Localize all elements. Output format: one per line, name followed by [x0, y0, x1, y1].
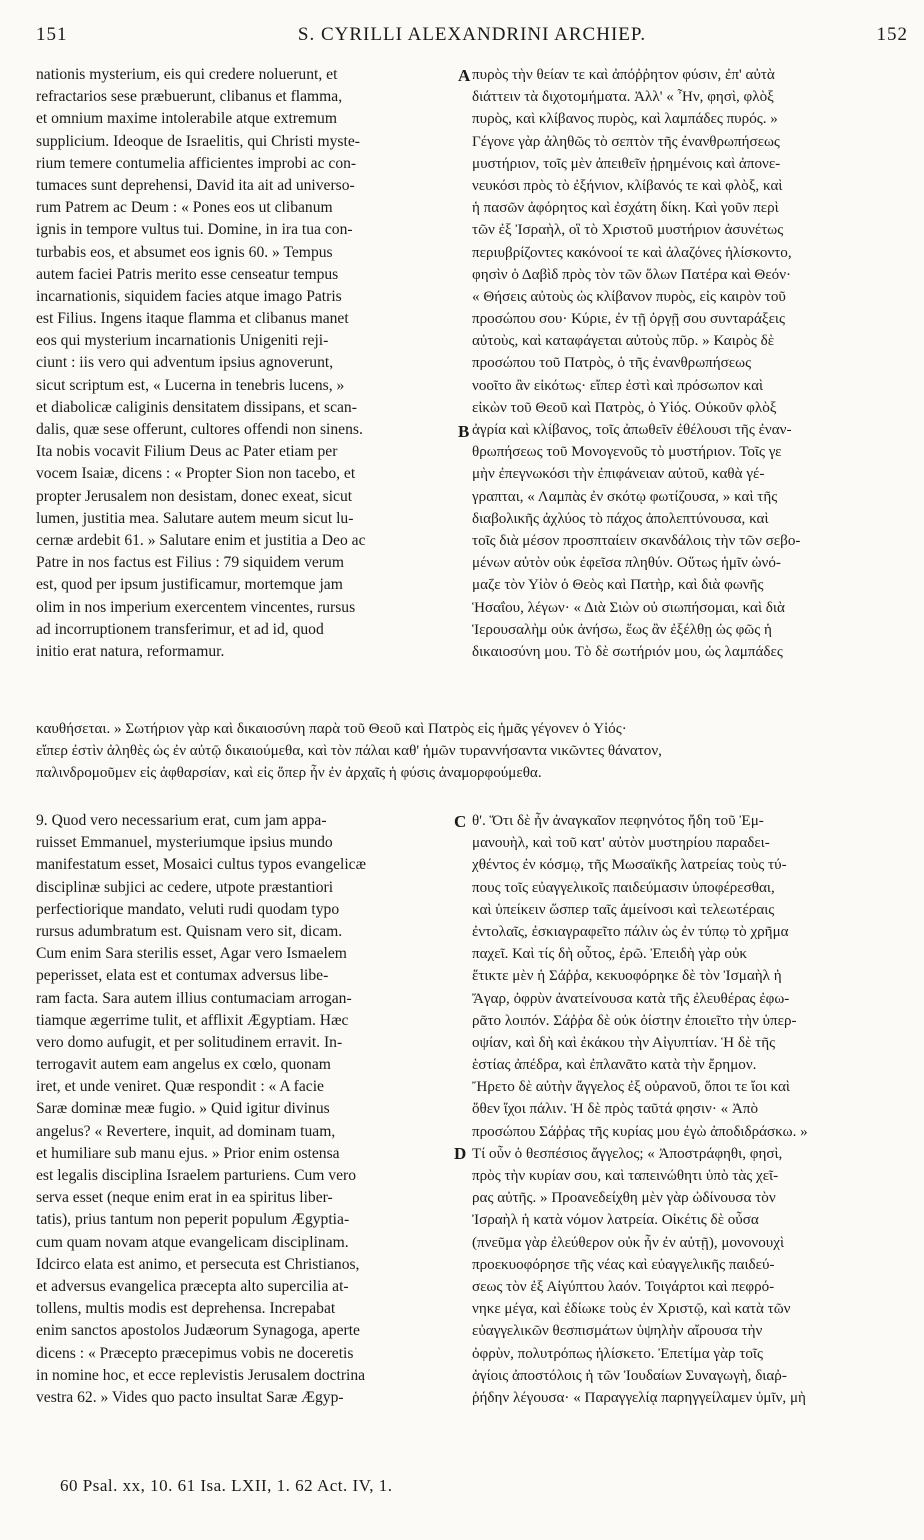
text-line: περιυβρίζοντες κακόνοοί τε καὶ ἀλαζόνες ἡλίσκοντο, — [472, 244, 792, 261]
text-line: serva esset (neque enim erat in ea spiritus liber- — [36, 1189, 333, 1207]
text-line: παχεῖ. Καὶ τίς δὴ οὗτος, ἐρῶ. Ἐπειδὴ γὰρ οὐκ — [472, 946, 748, 963]
text-line: olim in nos imperium exercentem vincentes, rursus — [36, 598, 356, 616]
margin-letter-d: D — [454, 1144, 467, 1163]
text-line: τῶν ἐξ Ἰσραὴλ, οἳ τὸ Χριστοῦ μυστήριον ἀσυνέτως — [472, 222, 784, 239]
text-line: manifestatum esset, Mosaici cultus typos evangelicæ — [36, 856, 366, 874]
text-line: et omnium maxime intolerabile atque extremum — [36, 110, 337, 128]
running-title: S. CYRILLI ALEXANDRINI ARCHIEP. — [297, 24, 647, 45]
text-line: ρας αὐτῆς. » Προανεδείχθη μὲν γὰρ ὠδίνουσα τὸν — [472, 1190, 776, 1207]
margin-letter-a: A — [458, 66, 471, 85]
text-line: tiamque ægerrime tulit, et afflixit Ægyptiam. Hæc — [36, 1011, 349, 1029]
text-line: dalis, quæ sese offerunt, cultores offendi non sinens. — [36, 421, 363, 438]
text-line: disciplinæ subjici ac cedere, utpote præstantiori — [36, 878, 334, 896]
text-line: est legalis disciplina Israelem parturiens. Cum vero — [36, 1167, 357, 1184]
margin-letter-c: C — [454, 812, 467, 831]
text-line: Ἱερουσαλὴμ οὐκ ἀνήσω, ἕως ἂν ἐξέλθῃ ὡς φῶς ἡ — [472, 621, 772, 638]
text-line: γραπται, « Λαμπὰς ἐν σκότῳ φωτίζουσα, » καὶ τῆς — [472, 488, 778, 505]
margin-letter-b: B — [458, 422, 470, 441]
text-line: vocem Isaiæ, dicens : « Propter Sion non tacebo, et — [36, 465, 356, 483]
text-line: cum quam novam atque evangelicam disciplinam. — [36, 1233, 349, 1251]
text-line: cernæ ardebit 61. » Salutare enim et justitia a Deo ac — [36, 531, 366, 549]
text-line: καυθήσεται. » Σωτήριον γὰρ καὶ δικαιοσύνη παρὰ τοῦ Θεοῦ καὶ Πατρὸς εἰς ἡμᾶς γέγονεν ὁ Υἱός· — [36, 721, 627, 737]
text-line: παλινδρομοῦμεν εἰς ἀφθαρσίαν, καὶ εἰς ὅπερ ἦν ἐν ἀρχαῖς ἡ φύσις ἀναμορφούμεθα. — [36, 765, 542, 782]
latin-column-bottom — [36, 810, 458, 1409]
full-width-greek-text — [36, 718, 908, 785]
text-line: Ita nobis vocavit Filium Deus ac Pater etiam per — [36, 443, 338, 461]
text-line: rum Patrem ac Deum : « Pones eos ut clibanum — [36, 199, 333, 217]
text-line: iret, et unde veniret. Quæ respondit : « A facie — [36, 1078, 324, 1096]
text-line: πρὸς τὴν κυρίαν σου, καὶ ταπεινώθητι ὑπὸ τὰς χεῖ- — [472, 1168, 779, 1184]
text-line: ruisset Emmanuel, mysteriumque ipsius mundo — [36, 834, 333, 852]
text-line: angelus? « Revertere, inquit, ad dominam tuam, — [36, 1122, 336, 1140]
text-line: ὀφρὺν, πολυτρόπως ἡλίσκετο. Ἐπετίμα γὰρ τοῖς — [472, 1345, 763, 1362]
text-line: οψίαν, καὶ δὴ καὶ ἐκάκου τὴν Αἰγυπτίαν. Ἡ δὲ τῆς — [472, 1034, 776, 1051]
text-line: vero domo aufugit, et per solitudinem erravit. In- — [36, 1033, 343, 1051]
text-line: πους τοῖς εὐαγγελικοῖς παιδεύμασιν ὑποφέρεσθαι, — [472, 879, 775, 896]
text-line: ἀγρία καὶ κλίβανος, τοῖς ἀπωθεῖν ἐθέλουσι τῆς ἐναν- — [472, 422, 792, 438]
text-line: autem faciei Patris merito esse censeatur tempus — [36, 265, 339, 283]
text-line: et adversus evangelica præcepta alto supercilia at- — [36, 1277, 349, 1295]
text-line: ἑστίας ἀπέδρα, καὶ ἐπλανᾶτο κατὰ τὴν ἔρημον. — [472, 1057, 757, 1074]
text-line: nationis mysterium, eis qui credere noluerunt, et — [36, 66, 338, 83]
text-line: θ'. Ὅτι δὲ ἦν ἀναγκαῖον πεφηνότος ἤδη τοῦ Ἐμ- — [472, 813, 764, 829]
text-line: μυστήριον, τοῖς μὲν ἀπειθεῖν ᾐρημένοις καὶ ἀπονε- — [472, 155, 781, 172]
text-line: αὐτοὺς, καὶ καταφάγεται αὐτοὺς πῦρ. » Καιρὸς δὲ — [472, 333, 775, 350]
text-line: προσώπου σου· Κύριε, ἐν τῇ ὀργῇ σου συνταράξεις — [472, 311, 785, 328]
text-line: ram facta. Sara autem illius contumaciam arrogan- — [36, 989, 352, 1007]
text-line: χθέντος ἐν κόσμῳ, τῆς Μωσαϊκῆς λατρείας τοὺς τύ- — [472, 857, 787, 874]
text-line: dicens : « Præcepto præcepimus vobis ne doceretis — [36, 1344, 354, 1362]
text-line: tollens, multis modis est deprehensa. Increpabat — [36, 1300, 336, 1318]
text-line: peperisset, elata est et contumax adversus libe- — [36, 967, 329, 985]
text-line: et diabolicæ caliginis densitatem dissipans, et scan- — [36, 398, 357, 416]
text-line: rursus adumbratum est. Quisnam vero sit, dicam. — [36, 922, 343, 940]
text-line: προσώπου τοῦ Πατρὸς, ὁ τῆς ἐνανθρωπήσεως — [472, 355, 752, 372]
greek-column-bottom — [472, 810, 908, 1409]
text-line: turbabis eos, et absumet eos ignis 60. » Tempus — [36, 243, 333, 261]
text-line: πυρὸς τὴν θείαν τε καὶ ἀπόῤῥητον φύσιν, ἐπ' αὐτὰ — [472, 67, 775, 83]
text-line: enim sanctos apostolos Judæorum Synagoga, aperte — [36, 1322, 360, 1340]
text-line: Ἄγαρ, ὀφρὺν ἀνατείνουσα κατὰ τῆς ἐλευθέρας ἐφω- — [472, 990, 790, 1007]
text-line: μανουὴλ, καὶ τοῦ κατ' αὐτὸν μυστηρίου παραδει- — [472, 835, 770, 852]
text-line: lumen, justitia mea. Salutare autem meum sicut lu- — [36, 509, 354, 527]
page-number-left: 151 — [36, 24, 68, 45]
text-line: et humiliare sub manu ejus. » Prior enim ostensa — [36, 1144, 340, 1162]
text-line: σεως τὸν ἐξ Αἰγύπτου λαόν. Τοιγάρτοι καὶ πεφρό- — [472, 1278, 775, 1295]
text-line: tumaces sunt deprehensi, David ita ait ad universo- — [36, 176, 355, 194]
text-line: Ἰσραὴλ ἡ κατὰ νόμον λατρεία. Οἰκέτις δὲ οὖσα — [472, 1212, 759, 1229]
text-line: μένων αὐτὸν οὐκ ἐφεῖσα πληθύν. Οὕτως ἡμῖν ὠνό- — [472, 555, 781, 572]
text-line: ἐντολαῖς, ἐσκιαγραφεῖτο πάλιν ὡς ἐν τύπῳ τὸ χρῆμα — [472, 923, 789, 940]
text-line: ρᾶτο λοιπόν. Σάῤῥα δὲ οὐκ ὀίστην ἐποιεῖτο τὴν ὑπερ- — [472, 1012, 797, 1029]
text-line: δικαιοσύνη μου. Τὸ δὲ σωτήριόν μου, ὡς λαμπάδες — [472, 643, 783, 660]
text-line: in nomine hoc, et ecce replevistis Jerusalem doctrina — [36, 1366, 366, 1384]
latin-column-top — [36, 64, 458, 663]
page-number-right: 152 — [876, 24, 908, 45]
text-line: εἰκὼν τοῦ Θεοῦ καὶ Πατρὸς, ὁ Υἱός. Οὐκοῦν φλὸξ — [472, 399, 777, 416]
text-line: est, quod per ipsum justificamur, mortemque jam — [36, 576, 343, 594]
text-line: sicut scriptum est, « Lucerna in tenebris lucens, » — [36, 376, 345, 394]
text-line: διάττειν τὰ διχοτομήματα. Ἀλλ' « Ἦν, φησὶ, φλὸξ — [472, 89, 774, 106]
text-line: προεκυοφόρησε τῆς νέας καὶ εὐαγγελικῆς παιδεύ- — [472, 1256, 775, 1273]
text-line: μὴν ἐπεγνωκόσι τὴν ἐπιφάνειαν αὐτοῦ, καθὰ γέ- — [472, 466, 765, 483]
text-line: νοοῖτο ἂν εἰκότως· εἴπερ ἐστὶ καὶ πρόσωπον καὶ — [472, 377, 764, 394]
text-line: perfectiorique mandato, veluti rudi quodam typo — [36, 900, 340, 918]
text-line: incarnationis, siquidem facies atque imago Patris — [36, 287, 342, 305]
text-line: Γέγονε γὰρ ἀληθῶς τὸ σεπτὸν τῆς ἐνανθρωπήσεως — [472, 133, 780, 150]
text-line: διαβολικῆς ἀχλύος τὸ πάχος ἀπολεπτύνουσα, καὶ — [472, 510, 769, 527]
footnotes: 60 Psal. xx, 10. 61 Isa. LXII, 1. 62 Act. IV, 1. — [60, 1476, 393, 1495]
text-line: τοῖς διὰ μέσον προσπταίειν σκανδάλοις τὴν τῶν σεβο- — [472, 532, 801, 549]
text-line: ciunt : iis vero qui adventum ipsius agnoverunt, — [36, 354, 334, 372]
text-line: supplicium. Ideoque de Israelitis, qui Christi myste- — [36, 132, 360, 150]
text-line: terrogavit autem eam angelus ex cœlo, quonam — [36, 1056, 331, 1074]
text-line: « Θήσεις αὐτοὺς ὡς κλίβανον πυρὸς, εἰς καιρὸν τοῦ — [472, 288, 786, 305]
text-line: ignis in tempore vultus tui. Domine, in ira tua con- — [36, 221, 353, 239]
text-line: propter Jerusalem non desistam, donec exeat, sicut — [36, 487, 353, 505]
text-line: (πνεῦμα γὰρ ἐλεύθερον οὐκ ἦν ἐν αὐτῇ), μονονουχὶ — [472, 1234, 785, 1251]
text-line: eos qui mysterium incarnationis Unigeniti reji- — [36, 332, 329, 350]
text-line: Ἤρετο δὲ αὐτὴν ἄγγελος ἐξ οὐρανοῦ, ὅποι τε ἴοι καὶ — [472, 1079, 790, 1096]
page-header — [36, 24, 908, 54]
text-line: ἡ πασῶν ἀφόρητος καὶ ἐσχάτη δίκη. Καὶ γοῦν περὶ — [472, 200, 779, 217]
text-line: εὐαγγελικῶν θεσπισμάτων ὑψηλὴν αἴρουσα τὴν — [472, 1323, 763, 1340]
text-line: νηκε μέγα, καὶ ἐδίωκε τοὺς ἐν Χριστῷ, καὶ κατὰ τῶν — [472, 1301, 791, 1318]
text-line: Τί οὖν ὁ θεσπέσιος ἄγγελος; « Ἀποστράφηθι, φησὶ, — [472, 1145, 783, 1162]
text-line: ἁγίοις ἀποστόλοις ἡ τῶν Ἰουδαίων Συναγωγὴ, διαῤ- — [472, 1367, 787, 1384]
text-line: ῥήδην λέγουσα· « Παραγγελίᾳ παρηγγείλαμεν ὑμῖν, μὴ — [472, 1389, 806, 1406]
text-line: refractarios sese præbuerunt, clibanus et flamma, — [36, 88, 343, 106]
text-line: rium temere contumelia afficientes improbi ac con- — [36, 154, 357, 172]
text-line: νευκόσι πρὸς τὸ ἐξήνιον, κλίβανός τε καὶ φλὸξ, καὶ — [472, 177, 783, 194]
greek-column-top — [472, 64, 908, 663]
text-line: μαζε τὸν Υἱὸν ὁ Θεὸς καὶ Πατὴρ, καὶ διὰ φωνῆς — [472, 577, 764, 594]
text-line: προσώπου Σάῤῥας τῆς κυρίας μου ἐγὼ ἀποδιδράσκω. » — [472, 1123, 808, 1140]
text-line: ad incorruptionem transferimur, et ad id, quod — [36, 620, 324, 638]
text-line: tatis), prius tantum non peperit populum Ægyptia- — [36, 1211, 350, 1229]
text-line: Patre in nos factus est Filius : 79 siquidem verum — [36, 554, 344, 572]
text-line: Ἡσαΐου, λέγων· « Διὰ Σιὼν οὐ σιωπήσομαι, καὶ διὰ — [472, 599, 785, 616]
text-line: est Filius. Ingens itaque flamma et clibanus manet — [36, 310, 349, 328]
text-line: Saræ dominæ meæ fugio. » Quid igitur divinus — [36, 1100, 330, 1118]
text-line: initio erat natura, reformamur. — [36, 642, 225, 660]
text-line: Idcirco elata est animo, et persecuta est Christianos, — [36, 1255, 360, 1273]
text-line: ἔτικτε μὲν ἡ Σάῤῥα, κεκυοφόρηκε δὲ τὸν Ἰσμαὴλ ἡ — [472, 968, 782, 985]
text-line: Cum enim Sara sterilis esset, Agar vero Ismaelem — [36, 945, 347, 963]
text-line: πυρὸς, καὶ κλίβανος πυρὸς, καὶ λαμπάδες πυρός. » — [472, 111, 778, 128]
text-line: vestra 62. » Vides quo pacto insultat Saræ Ægyp- — [36, 1388, 344, 1406]
text-line: θρωπήσεως τοῦ Μονογενοῦς τὸ μυστήριον. Τοῖς γε — [472, 444, 782, 461]
text-line: εἴπερ ἐστὶν ἀληθὲς ὡς ἐν αὐτῷ δικαιούμεθα, καὶ τὸν πάλαι καθ' ἡμῶν τυραννήσαντα νικῶντες θάνατον, — [36, 743, 662, 760]
text-line: φησὶν ὁ Δαβὶδ πρὸς τὸν τῶν ὅλων Πατέρα καὶ Θεόν· — [472, 266, 792, 283]
text-line: καὶ ὑπείκειν ὥσπερ ταῖς ἀμείνοσι καὶ τελεωτέραις — [472, 901, 775, 918]
text-line: ὅθεν ἴχοι πάλιν. Ἡ δὲ πρὸς ταῦτά φησιν· « Ἀπὸ — [472, 1101, 759, 1118]
text-line: 9. Quod vero necessarium erat, cum jam appa- — [36, 812, 327, 829]
